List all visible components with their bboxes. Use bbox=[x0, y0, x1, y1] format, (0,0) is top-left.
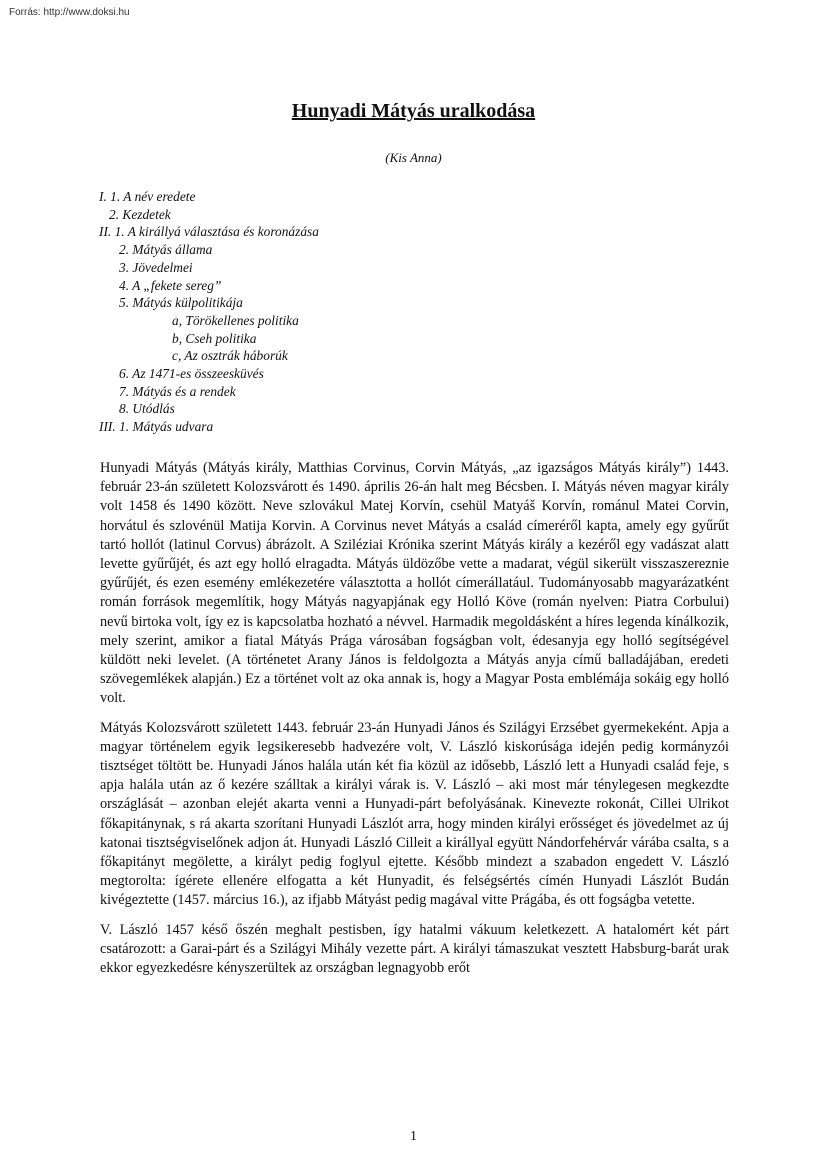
document-title: Hunyadi Mátyás uralkodása bbox=[291, 100, 536, 122]
toc-item: III. 1. Mátyás udvara bbox=[99, 419, 214, 435]
author-line: (Kis Anna) bbox=[385, 150, 442, 165]
toc-item: 4. A „fekete sereg” bbox=[119, 277, 222, 293]
toc-item: II. 1. A királlyá választása és koronázása bbox=[99, 224, 319, 240]
toc-item: a, Törökellenes politika bbox=[172, 312, 299, 328]
page-number: 1 bbox=[410, 1129, 417, 1144]
table-of-contents bbox=[99, 188, 319, 436]
toc-item: 5. Mátyás külpolitikája bbox=[119, 295, 243, 311]
toc-item: I. 1. A név eredete bbox=[99, 189, 196, 204]
toc-item: c, Az osztrák háborúk bbox=[172, 348, 288, 364]
source-line: Forrás: http://www.doksi.hu bbox=[9, 7, 130, 18]
toc-item: 6. Az 1471-es összeesküvés bbox=[119, 366, 264, 382]
toc-item: 8. Utódlás bbox=[119, 401, 175, 417]
toc-item: 2. Kezdetek bbox=[109, 206, 171, 222]
paragraph: Hunyadi Mátyás (Mátyás király, Matthias Corvinus, Corvin Mátyás, „az igazságos Mátyás király”) 1443. február 23-án született Kolozsvárott és 1490. április 26-án halt meg Bécsben. I. Mátyás néven magyar király volt 1458 és 1490 között. Neve szlovákul Matej Korvín, csehül Matyáš Korvín, románul Matei Corvin, horvátul és szlovénül Matija Korvin. A Corvinus nevet Mátyás a család címeréről kapta, amely egy gyűrűt tartó hollót (latinul Corvus) ábrázolt. A Sziléziai Krónika szerint Mátyás király a kezéről egy vadászat alatt levette gyűrűjét, és azt egy holló elragadta. Mátyás üldözőbe vette a madarat, végül sikerült visszaszereznie gyűrűjét, és ezen esemény emlékezetére választotta a hollót címerállatául. Tudományosabb magyarázatként román források megemlítik, hogy Mátyás nagyapjának egy Holló Köve (román nyelven: Piatra Corbului) nevű birtoka volt, így ez is kapcsolatba hozható a névvel. Harmadik megoldásként a híres legenda kínálkozik, mely szerint, amikor a fiatal Mátyás Prága városában fogságban volt, édesanyja egy holló segítségével küldött neki levelet. (A történetet Arany János is feldolgozta a Mátyás anyja című balladájában, eredeti szövegemlékek alapján.) Ez a történet volt az oka annak is, hogy a Magyar Posta emblémája sokáig egy holló volt. bbox=[100, 460, 729, 707]
toc-item: 3. Jövedelmei bbox=[119, 259, 193, 275]
toc-item: 7. Mátyás és a rendek bbox=[119, 383, 236, 399]
toc-item: 2. Mátyás állama bbox=[119, 242, 213, 258]
body-text bbox=[100, 459, 729, 988]
paragraph: V. László 1457 késő őszén meghalt pestisben, így hatalmi vákuum keletkezett. A hatalomért két párt csatározott: a Garai-párt és a Szilágyi Mihály vezette párt. A királyi támaszukat vesztett Habsburg-barát urak ekkor egyezkedésre kényszerültek az országban legnagyobb erőt bbox=[100, 921, 729, 977]
paragraph: Mátyás Kolozsvárott született 1443. február 23-án Hunyadi János és Szilágyi Erzsébet gyermekeként. Apja a magyar történelem egyik legsikeresebb hadvezére volt, V. László kiskorúsága idején pedig kormányzói tisztséget töltött be. Hunyadi János halála után két fia közül az idősebb, László lett a Hunyadi család feje, s apja halála után az ő kezére szálltak a királyi várak is. V. László – aki most már ténylegesen megkezdte országlását – azonban elejét akarta venni a Hunyadi-párt befolyásának. Kinevezte rokonát, Cillei Ulrikot főkapitánynak, s rá akarta szorítani Hunyadi Lászlót arra, hogy minden királyi erősséget és jövedelmet az új katonai tisztségviselőnek adjon át. Hunyadi László Cilleit a királlyal együtt Nándorfehérvár várába csalta, s a főkapitányt megölette, a királyt pedig foglyul ejtette. Később mindezt a szabadon engedett V. László megtorolta: ígérete ellenére elfogatta a két Hunyadit, és felségsértés címén Hunyadi Lászlót Budán kivégeztette (1457. március 16.), az ifjabb Mátyást pedig magával vitte Prágába, és ott fogságba vetette. bbox=[100, 719, 729, 909]
toc-item: b, Cseh politika bbox=[172, 330, 257, 346]
